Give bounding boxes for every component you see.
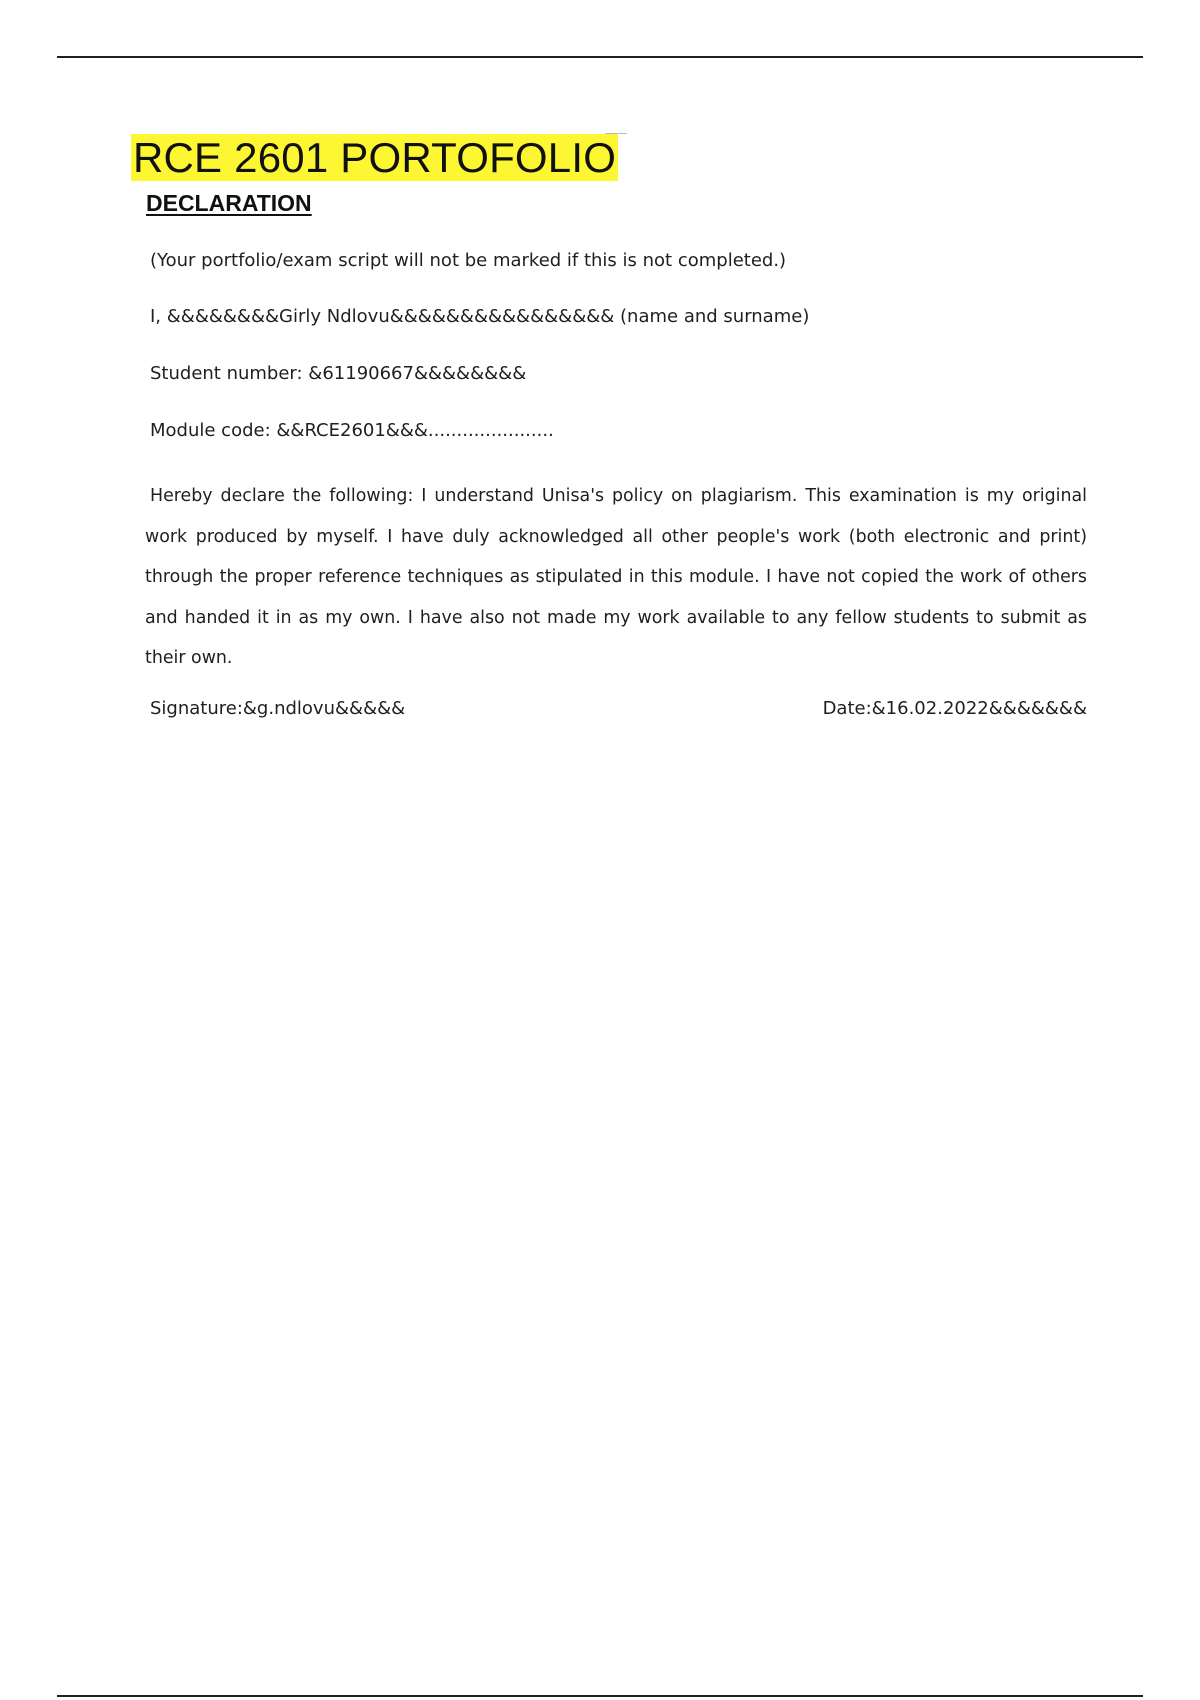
declaration-heading: DECLARATION [146, 190, 312, 216]
declaration-body: Hereby declare the following: I understand Unisa's policy on plagiarism. This examination is my original work produced by myself. I have duly acknowledged all other people's work (both electronic and print) through the proper reference techniques as stipulated in this module. I have not copied the work of others and handed it in as my own. I have also not made my work available to any fellow students to submit as their own. [145, 486, 1087, 668]
date-line: Date:&16.02.2022&&&&&&& [822, 698, 1087, 719]
module-code-line: Module code: &&RCE2601&&&...................... [150, 420, 554, 441]
name-line: I, &&&&&&&&Girly Ndlovu&&&&&&&&&&&&&&&& (name and surname) [150, 306, 810, 327]
bottom-rule [57, 1695, 1143, 1697]
completion-note: (Your portfolio/exam script will not be marked if this is not completed.) [150, 250, 787, 271]
signature-line: Signature:&g.ndlovu&&&&& [150, 698, 406, 719]
title-mark [605, 133, 627, 134]
document-title: RCE 2601 PORTOFOLIO [133, 134, 617, 181]
signature-row [150, 698, 1087, 719]
top-rule [57, 56, 1143, 58]
student-number-line: Student number: &61190667&&&&&&&& [150, 363, 527, 384]
